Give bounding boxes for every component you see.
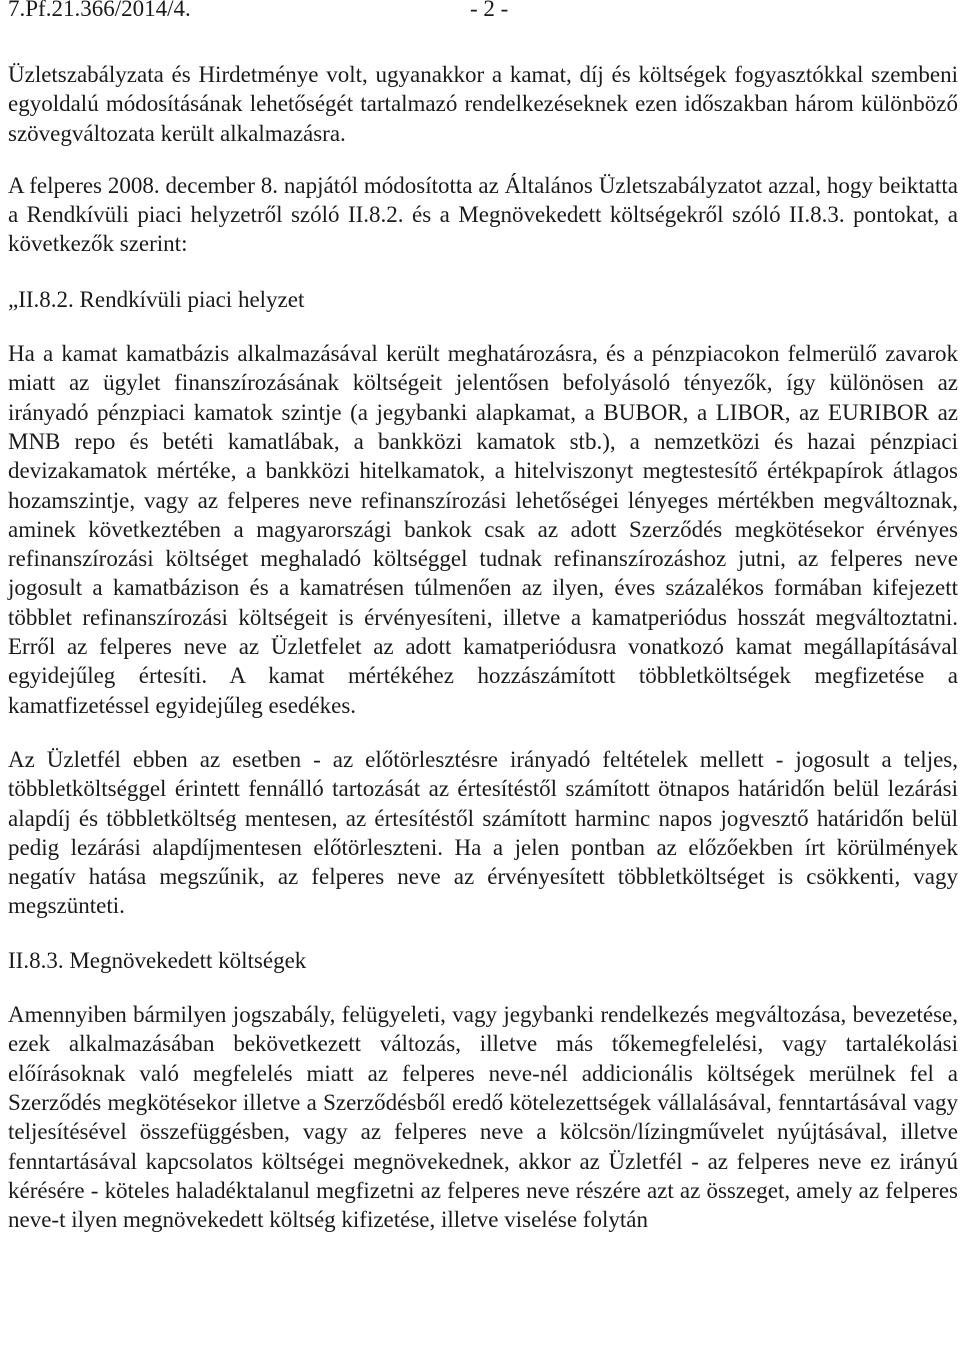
paragraph-increased-costs: Amennyiben bármilyen jogszabály, felügyeleti, vagy jegybanki rendelkezés megváltozása, bevezetése, ezek alkalmazásában bekövetkezett változás, illetve más tőkemegfelelési, vagy tartalékolási előírásoknak való megfelelés miatt az felperes neve-nél addicionális költségek merülnek fel a Szerződés megkötésekor illetve a Szerződésből eredő kötelezettségek vállalásával, fenntartásával vagy teljesítésével összefüggésben, vagy az felperes neve a kölcsön/lízingművelet nyújtásával, illetve fenntartásával kapcsolatos költségei megnövekednek, akkor az Üzletfél - az felperes neve ez irányú kérésére - köteles haladéktalanul megfizetni az felperes neve részére azt az összeget, amely az felperes neve-t ilyen megnövekedett költség kifizetése, illetve viselése folytán (8, 1002, 958, 1233)
page-number: - 2 - (470, 0, 509, 21)
paragraph-prepayment-right: Az Üzletfél ebben az esetben - az előtörlesztésre irányadó feltételek mellett - jogosult a teljes, többletköltséggel érintett fennálló tartozását az értesítéstől számított ötnapos határidőn belül lezárási alapdíj és többletköltség mentesen, az értesítéstől számított harminc napos jogvesztő határidőn belül pedig lezárási alapdíjmentesen előtörleszteni. Ha a jelen pontban az előzőekben írt körülmények negatív hatása megszűnik, az felperes neve az érvényesített többletköltséget is csökkenti, vagy megszünteti. (8, 746, 958, 919)
paragraph-amendment: A felperes 2008. december 8. napjától módosította az Általános Üzletszabályzatot azzal, hogy beiktatta a Rendkívüli piaci helyzetről szóló II.8.2. és a Megnövekedett költségekről szóló II.8.3. pontokat, a következők szerint: (8, 172, 958, 257)
page-header (8, 0, 958, 40)
section-heading-extraordinary-market: „II.8.2. Rendkívüli piaci helyzet (8, 286, 305, 312)
paragraph-extraordinary-market: Ha a kamat kamatbázis alkalmazásával került meghatározásra, és a pénzpiacokon felmerülő zavarok miatt az ügylet finanszírozásának költségeit jelentősen befolyásoló tényezők, így különösen az irányadó pénzpiaci kamatok szintje (a jegybanki alapkamat, a BUBOR, a LIBOR, az EURIBOR az MNB repo és betéti kamatlábak, a bankközi kamatok stb.), a nemzetközi és hazai pénzpiaci devizakamatok mértéke, a bankközi hitelkamatok, a hitelviszonyt megtestesítő értékpapírok átlagos hozamszintje, vagy az felperes neve refinanszírozási lehetőségei lényeges mértékben megváltoznak, aminek következtében a magyarországi bankok csak az adott Szerződés megkötésekor érvényes refinanszírozási költséget meghaladó költséggel tudnak refinanszírozáshoz jutni, az felperes neve jogosult a kamatbázison és a kamatrésen túlmenően az ilyen, éves százalékos formában kifejezett többlet refinanszírozási költségeit is érvényesíteni, illetve a kamatperiódus hosszát megváltoztatni. Erről az felperes neve az Üzletfelet az adott kamatperiódusra vonatkozó kamat megállapításával egyidejűleg értesíti. A kamat mértékéhez hozzászámított többletköltségek megfizetése a kamatfizetéssel egyidejűleg esedékes. (8, 341, 958, 718)
case-number: 7.Pf.21.366/2014/4. (8, 0, 191, 21)
paragraph-intro: Üzletszabályzata és Hirdetménye volt, ugyanakkor a kamat, díj és költségek fogyasztókkal szembeni egyoldalú módosításának lehetőségét tartalmazó rendelkezéseknek ezen időszakban három különböző szövegváltozata került alkalmazásra. (8, 62, 958, 146)
section-heading-increased-costs: II.8.3. Megnövekedett költségek (8, 947, 307, 973)
document-page (8, 0, 958, 1234)
